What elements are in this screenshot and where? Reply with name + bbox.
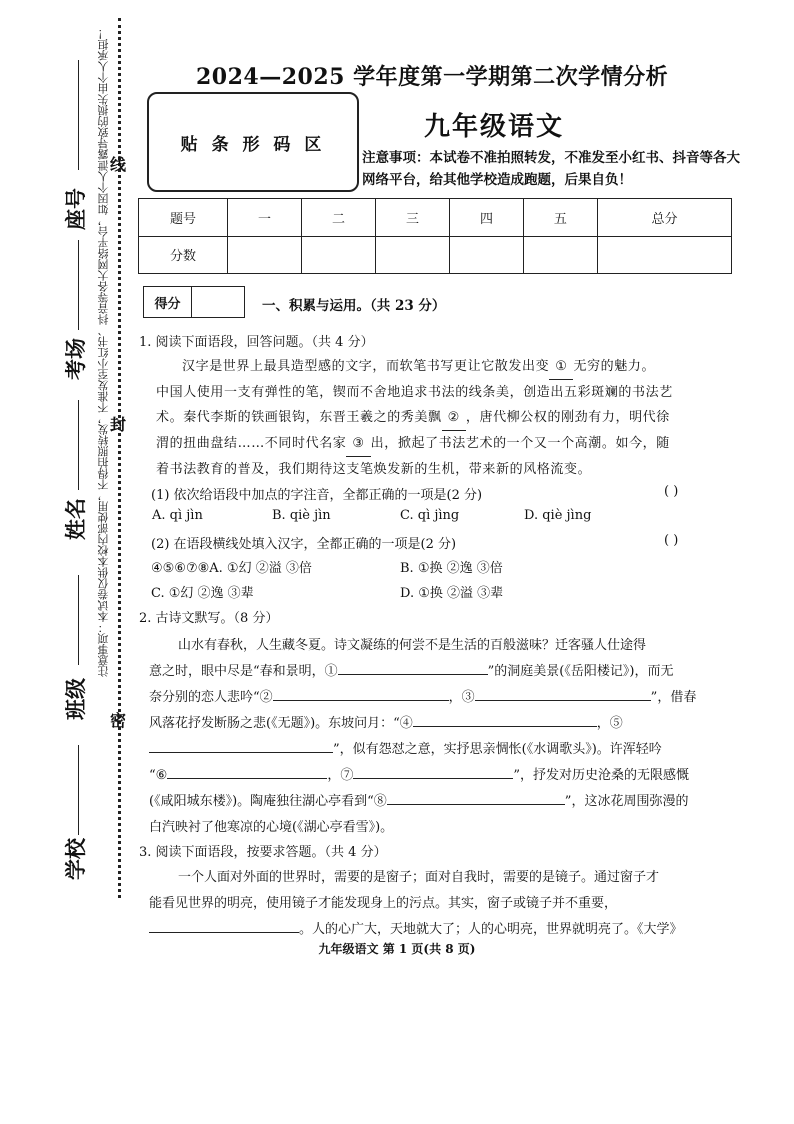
seat-number-label: 座号 [63,188,88,230]
q3-line: 一个人面对外面的世界时，需要的是窗子；面对自我时，需要的是镜子。通过窗子才 [178,870,660,885]
blank-2[interactable]: ② [442,405,466,431]
score-cell[interactable] [523,236,597,274]
score-cell[interactable] [597,236,731,274]
q2-line [149,738,662,757]
score-table-header-cell: 三 [375,199,449,237]
barcode-area-label: 贴 条 形 码 区 [180,134,326,155]
exam-title: 2024—2025 学年度第一学期第二次学情分析 [196,64,669,90]
score-cell[interactable] [449,236,523,274]
binding-notice-vertical: 注意事项：本试卷仅供本校内部使用，不得拍照转发，不准发至小红书、抖音等各大网络平台，如因个人泄露导致的损失由个人承担！ [97,28,110,677]
name-label: 姓名 [63,498,88,540]
q2-line: 山水有春秋，人生藏冬夏。诗文凝练的何尝不是生活的百般滋味？迁客骚人仕途得 [178,638,647,653]
q2-text: “⑥ [149,768,168,783]
score-table-header-row [139,199,732,237]
answer-bracket-2[interactable]: ( ) [664,533,679,548]
answer-bracket-1[interactable]: ( ) [664,484,679,499]
q2-text: 意之时，眼中尽是“春和景明，① [149,664,338,679]
score-table-header-cell: 五 [523,199,597,237]
score-table-header-cell: 二 [301,199,375,237]
q2-text: 奈分别的恋人悲吟“② [149,690,273,705]
exam-notice: 注意事项：本试卷不准拍照转发，不准发至小红书、抖音等各大网络平台，给其他学校造成跑题，后果自负！ [362,150,740,188]
q2-text: ”，这冰花周围弥漫的 [564,794,689,809]
exam-room-line [78,240,79,330]
section-score-label: 得分 [144,287,192,317]
option-a[interactable]: A. qì jìn [152,508,203,523]
seat-number-line [78,60,79,170]
question-1-passage [156,354,730,482]
score-table-header-cell: 题号 [139,199,228,237]
subject-title: 九年级语文 [424,112,565,142]
cut-mark-secret: 密 [110,711,127,730]
q2-text: ，③ [448,690,475,705]
question-3-stem: 3. 阅读下面语段，按要求答题。（共 4 分） [139,845,387,860]
binding-dotted-line [118,18,121,898]
option-b[interactable]: B. qiè jìn [272,508,331,523]
name-line [78,400,79,490]
option-d[interactable]: D. qiè jìng [524,508,592,523]
score-table [138,198,732,274]
score-cell[interactable] [228,236,302,274]
question-1-sub1: (1) 依次给语段中加点的字注音，全都正确的一项是(2 分) [151,488,483,503]
blank-3[interactable]: ③ [346,431,370,457]
answer-blank-6[interactable] [167,778,327,779]
class-line [78,575,79,665]
q3-line [149,918,683,937]
school-label: 学校 [63,838,88,880]
q2-text: (《咸阳城东楼》)。陶庵独往湖心亭看到“⑧ [149,794,387,809]
score-table-header-cell: 一 [228,199,302,237]
q2-line: 白汽映衬了他寒凉的心境(《湖心亭看雪》)。 [149,820,394,835]
section-heading: 一、积累与运用。（共 23 分） [262,298,446,314]
score-table-header-cell: 总分 [597,199,731,237]
option-c[interactable]: C. qì jìng [400,508,460,523]
passage-text: 汉字是世界上最具造型感的文字，而软笔书写更让它散发出变 [182,359,550,374]
q2-text: ”，似有怨怼之意，实抒思亲惆怅(《水调歌头》)。许浑轻吟 [333,742,662,757]
answer-blank-q3[interactable] [149,932,299,933]
barcode-area [147,92,359,192]
exam-room-label: 考场 [63,338,88,380]
answer-blank-7[interactable] [353,778,513,779]
q2-text: ”的洞庭美景(《岳阳楼记》)，而无 [487,664,674,679]
option-c[interactable]: C. ①幻 ②逸 ③辈 [151,586,254,601]
class-label: 班级 [63,678,88,720]
option-b[interactable]: B. ①换 ②逸 ③倍 [400,561,503,576]
score-cell[interactable] [301,236,375,274]
q2-line [149,686,696,705]
option-a[interactable]: ④⑤⑥⑦⑧A. ①幻 ②溢 ③倍 [151,561,312,576]
option-d[interactable]: D. ①换 ②溢 ③辈 [400,586,504,601]
cut-mark-line: 线 [110,155,127,174]
score-cell[interactable] [375,236,449,274]
score-table-score-label: 分数 [139,236,228,274]
page-footer: 九年级语文 第 1 页(共 8 页) [318,942,476,956]
q2-line [149,764,689,783]
q3-text: 。人的心广大，天地就大了；人的心明亮，世界就明亮了。《大学》 [299,922,683,937]
q2-line [149,712,623,731]
passage-text: 中国人使用一支有弹性的笔，锲而不舍地追求书法的线条美，创造出五彩斑斓的书法艺 [156,385,673,400]
cut-mark-seal: 封 [110,415,127,434]
blank-1[interactable]: ① [549,354,573,380]
section-score-cell[interactable] [192,287,244,317]
q2-text: ”，借春 [650,690,697,705]
question-1-sub2: (2) 在语段横线处填入汉字，全都正确的一项是(2 分) [151,537,457,552]
passage-text: ，唐代柳公权的刚劲有力，明代徐 [465,410,670,425]
passage-text: 无穷的魅力。 [573,359,656,374]
answer-blank-5[interactable] [149,752,333,753]
passage-text: 渭的扭曲盘结……不同时代名家 [156,436,347,451]
section-score-box [143,286,245,318]
passage-text: 出，掀起了书法艺术的一个又一个高潮。如今，随 [370,436,670,451]
score-table-header-cell: 四 [449,199,523,237]
q2-line [149,660,673,679]
passage-text: 术。秦代李斯的铁画银钩，东晋王羲之的秀美飘 [156,410,442,425]
question-1-stem: 1. 阅读下面语段，回答问题。（共 4 分） [139,335,374,350]
q2-text: ”，抒发对历史沧桑的无限感慨 [513,768,689,783]
q2-text: ，⑤ [596,716,623,731]
q3-line: 能看见世界的明亮，使用镜子才能发现身上的污点。其实，窗子或镜子并不重要， [149,896,618,911]
school-line [78,745,79,835]
score-table-score-row [139,236,732,274]
answer-blank-4[interactable] [413,726,597,727]
answer-blank-2[interactable] [273,700,449,701]
answer-blank-8[interactable] [387,804,565,805]
question-2-stem: 2. 古诗文默写。（8 分） [139,611,279,626]
q2-text: ，⑦ [327,768,354,783]
q2-line [149,790,688,809]
passage-text: 着书法教育的普及，我们期待这支笔焕发新的生机，带来新的风格流变。 [156,462,592,477]
q2-text: 风落花抒发断肠之悲(《无题》)。东坡问月：“④ [149,716,413,731]
answer-blank-1[interactable] [338,674,488,675]
answer-blank-3[interactable] [475,700,651,701]
